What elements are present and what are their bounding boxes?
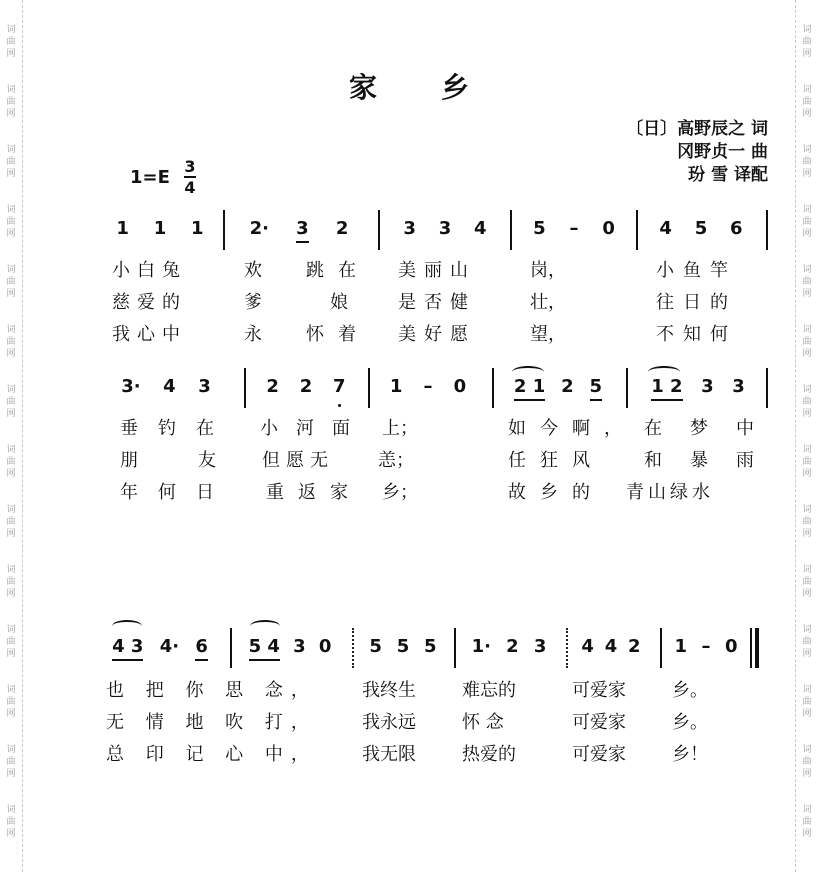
watermark-char: 曲: [802, 697, 812, 707]
bar-line: [223, 210, 225, 250]
watermark-char: 网: [6, 169, 16, 179]
song-title: 家乡: [348, 71, 533, 104]
bar-line: [454, 628, 456, 668]
note: 3: [732, 376, 745, 397]
lyric-verse-2: [0, 708, 818, 738]
note: 2: [561, 376, 574, 397]
lyric: 在梦中: [644, 418, 782, 439]
measure: [362, 636, 444, 657]
watermark-char: 曲: [802, 397, 812, 407]
lyric: 可爱家: [572, 744, 626, 765]
note: 1: [116, 218, 129, 239]
note: 1: [191, 218, 204, 239]
lyric: 年何日: [120, 482, 234, 503]
watermark-glyphs: [6, 144, 15, 180]
watermark-char: 词: [802, 685, 812, 695]
measure: [104, 636, 216, 657]
lyric: 上；: [382, 418, 418, 439]
note: 1: [153, 218, 167, 239]
watermark-char: 词: [802, 745, 812, 755]
lyric-verse-1: [0, 256, 818, 286]
measure: [236, 218, 362, 239]
watermark-char: 网: [6, 769, 16, 779]
note: 5: [424, 636, 437, 657]
note: 5: [533, 218, 546, 239]
note: 0: [318, 636, 332, 657]
note: 5: [396, 636, 410, 657]
watermark-char: 曲: [6, 517, 16, 527]
watermark-char: 网: [6, 109, 16, 119]
time-sig-top: 3: [184, 157, 196, 176]
watermark-char: 网: [802, 469, 812, 479]
note: 3: [701, 376, 714, 397]
note: 4·: [159, 636, 180, 657]
watermark-char: 网: [802, 229, 812, 239]
lyric: 乡！: [672, 744, 708, 765]
lyric: 跳在: [306, 260, 370, 281]
watermark-char: 网: [6, 589, 16, 599]
note: 2: [628, 636, 641, 657]
tie: [250, 620, 280, 632]
note: 4: [604, 636, 618, 657]
lyricist-credit: 〔日〕高野辰之 词: [626, 119, 768, 139]
lyric: 垂钓在: [120, 418, 234, 439]
watermark-char: 曲: [6, 37, 16, 47]
watermark-char: 网: [6, 289, 16, 299]
note: 2 1: [513, 376, 546, 397]
measure: [464, 636, 554, 657]
arranger-credit: 玢 雪 译配: [688, 165, 768, 185]
bar-line: [660, 628, 662, 668]
lyric: 总 印 记 心 中，: [106, 744, 317, 765]
watermark-char: 网: [802, 289, 812, 299]
watermark-char: 网: [6, 649, 16, 659]
watermark-char: 曲: [6, 277, 16, 287]
measure: [642, 376, 754, 397]
watermark-glyphs: [802, 804, 811, 840]
watermark-char: 曲: [802, 637, 812, 647]
lyric: 朋: [120, 450, 138, 471]
measure: [522, 218, 626, 239]
watermark-char: 词: [6, 505, 16, 515]
watermark-char: 词: [6, 25, 16, 35]
watermark-char: 词: [6, 745, 16, 755]
note: 6: [730, 218, 743, 239]
bar-line: [626, 368, 628, 408]
watermark-glyphs: [802, 564, 811, 600]
watermark-char: 网: [6, 529, 16, 539]
watermark-char: 词: [802, 505, 812, 515]
watermark-char: 网: [802, 169, 812, 179]
lyric: 但愿无: [262, 450, 334, 471]
note: 4 3: [112, 636, 144, 657]
watermark-char: 词: [802, 85, 812, 95]
final-bar-thin: [750, 628, 752, 668]
note: 4: [163, 376, 176, 397]
watermark-char: 网: [802, 589, 812, 599]
lyric: 怀 念: [462, 712, 504, 733]
bar-line: [766, 368, 768, 408]
lyric-verse-3: [0, 478, 818, 508]
lyric-verse-1: [0, 676, 818, 706]
lyric: 重返家: [266, 482, 362, 503]
watermark-char: 词: [802, 205, 812, 215]
lyric: 不知何: [656, 324, 737, 345]
note: 2: [506, 636, 519, 657]
watermark-char: 词: [6, 625, 16, 635]
watermark-char: 曲: [6, 97, 16, 107]
lyric: 难忘的: [462, 680, 516, 701]
watermark-char: 曲: [802, 577, 812, 587]
key-label: 1=E: [130, 166, 170, 188]
watermark-char: 曲: [6, 637, 16, 647]
watermark-char: 曲: [6, 697, 16, 707]
notes-row: [0, 368, 818, 412]
watermark-char: 词: [6, 325, 16, 335]
note: –: [701, 636, 711, 657]
watermark-char: 曲: [802, 457, 812, 467]
watermark-char: 曲: [6, 817, 16, 827]
watermark-char: 词: [802, 565, 812, 575]
bar-line: [636, 210, 638, 250]
note: 3: [533, 636, 547, 657]
lyric: 娘: [330, 292, 348, 313]
bar-line: [378, 210, 380, 250]
lyric: 友: [198, 450, 216, 471]
dotted-bar-line: [566, 628, 568, 668]
measure: [242, 636, 338, 657]
watermark-char: 网: [6, 349, 16, 359]
watermark-glyphs: [802, 24, 811, 60]
watermark-glyphs: [802, 144, 811, 180]
bar-line: [766, 210, 768, 250]
watermark-char: 网: [802, 769, 812, 779]
watermark-char: 网: [6, 409, 16, 419]
note: 1: [674, 636, 688, 657]
watermark-char: 曲: [802, 757, 812, 767]
watermark-char: 网: [6, 49, 16, 59]
note: 1 2: [651, 376, 683, 397]
watermark-char: 曲: [802, 517, 812, 527]
note: –: [423, 376, 433, 397]
watermark-char: 词: [6, 205, 16, 215]
watermark-char: 词: [802, 445, 812, 455]
watermark-char: 网: [6, 469, 16, 479]
measure: [506, 376, 610, 397]
lyric: 可爱家: [572, 712, 626, 733]
time-signature: [184, 158, 196, 196]
lyric: 我永远: [362, 712, 416, 733]
watermark-char: 词: [6, 445, 16, 455]
dotted-bar-line: [352, 628, 354, 668]
note: 3: [198, 376, 211, 397]
bar-line: [492, 368, 494, 408]
measure: [110, 376, 222, 397]
watermark-char: 词: [6, 265, 16, 275]
note: 5: [694, 218, 708, 239]
lyric: 欢: [244, 260, 262, 281]
note: 2: [299, 376, 313, 397]
watermark-char: 曲: [802, 97, 812, 107]
note: 0: [724, 636, 738, 657]
lyric: 我无限: [362, 744, 416, 765]
watermark-char: 网: [802, 529, 812, 539]
watermark-char: 曲: [802, 157, 812, 167]
watermark-char: 网: [802, 109, 812, 119]
watermark-glyphs: [6, 804, 15, 840]
watermark-char: 词: [802, 325, 812, 335]
lyric: 也 把 你 思 念，: [106, 680, 317, 701]
watermark-char: 网: [802, 409, 812, 419]
note: 5: [369, 636, 382, 657]
bar-line: [368, 368, 370, 408]
watermark-char: 词: [802, 25, 812, 35]
measure: [104, 218, 216, 239]
lyric: 壮，: [530, 292, 566, 313]
watermark-char: 曲: [802, 337, 812, 347]
lyric-verse-2: [0, 446, 818, 476]
bar-line: [244, 368, 246, 408]
note: 5 4: [248, 636, 280, 657]
watermark-char: 词: [802, 385, 812, 395]
composer-credit: 冈野贞一 曲: [677, 142, 768, 162]
watermark-char: 网: [802, 709, 812, 719]
watermark-glyphs: [6, 564, 15, 600]
lyric: 青山绿水: [626, 482, 714, 503]
note: 3: [438, 218, 452, 239]
measure: [392, 218, 498, 239]
watermark-char: 词: [802, 625, 812, 635]
lyric: 乡。: [672, 680, 708, 701]
note: 1: [389, 376, 403, 397]
note: 0: [602, 218, 615, 239]
watermark-char: 词: [6, 385, 16, 395]
lyric-verse-2: [0, 288, 818, 318]
lyric: 岗，: [530, 260, 566, 281]
lyric: 美好愿: [398, 324, 476, 345]
measure: [576, 636, 646, 657]
watermark-char: 词: [802, 265, 812, 275]
watermark-char: 网: [802, 349, 812, 359]
note: 5: [589, 376, 603, 397]
watermark-char: 曲: [6, 757, 16, 767]
lyric: 故乡的: [508, 482, 604, 503]
note: –: [569, 218, 579, 239]
watermark-char: 曲: [802, 217, 812, 227]
note: 2: [266, 376, 279, 397]
note: 7: [333, 376, 346, 397]
watermark-char: 曲: [802, 817, 812, 827]
watermark-char: 曲: [6, 217, 16, 227]
lyric-verse-3: [0, 320, 818, 350]
measure: [648, 218, 754, 239]
lyric: 小白兔: [112, 260, 187, 281]
watermark-char: 曲: [6, 457, 16, 467]
lyric: 乡；: [382, 482, 418, 503]
watermark-char: 网: [802, 829, 812, 839]
notes-row: [0, 210, 818, 254]
note: 2: [335, 218, 349, 239]
lyric: 望，: [530, 324, 566, 345]
note: 3: [403, 218, 416, 239]
lyric: 恙；: [378, 450, 414, 471]
time-sig-bottom: 4: [184, 178, 196, 197]
lyric: 永: [244, 324, 262, 345]
watermark-char: 网: [6, 229, 16, 239]
lyric: 乡。: [672, 712, 708, 733]
lyric: 我终生: [362, 680, 416, 701]
watermark-char: 词: [6, 565, 16, 575]
watermark-char: 词: [6, 85, 16, 95]
lyric: 无 情 地 吹 打，: [106, 712, 317, 733]
lyric: 往日的: [656, 292, 737, 313]
lyric-verse-1: [0, 414, 818, 444]
lyric: 慈爱的: [112, 292, 187, 313]
bar-line: [230, 628, 232, 668]
watermark-char: 曲: [6, 577, 16, 587]
watermark-char: 网: [6, 829, 16, 839]
lyric: 小河面: [260, 418, 368, 439]
lyric: 如今啊，: [508, 418, 636, 439]
note: 4: [581, 636, 594, 657]
lyric: 美丽山: [398, 260, 476, 281]
watermark-char: 曲: [6, 337, 16, 347]
lyric: 热爱的: [462, 744, 516, 765]
lyric: 和暴雨: [644, 450, 782, 471]
watermark-char: 曲: [6, 157, 16, 167]
watermark-char: 词: [6, 805, 16, 815]
note: 3: [296, 218, 309, 239]
lyric: 是否健: [398, 292, 476, 313]
note: 0: [453, 376, 467, 397]
key-signature: [130, 158, 196, 196]
lyric: 怀着: [306, 324, 370, 345]
measure: [668, 636, 744, 657]
watermark-char: 曲: [802, 37, 812, 47]
watermark-char: 曲: [6, 397, 16, 407]
note: 4: [474, 218, 487, 239]
watermark-char: 网: [6, 709, 16, 719]
note: 2·: [249, 218, 269, 239]
watermark-char: 网: [802, 649, 812, 659]
note: 1·: [471, 636, 491, 657]
watermark-char: 词: [6, 145, 16, 155]
tie: [112, 620, 142, 632]
watermark-char: 词: [6, 685, 16, 695]
lyric: 任狂风: [508, 450, 604, 471]
measure: [380, 376, 476, 397]
final-bar-thick: [755, 628, 759, 668]
note: 4: [659, 218, 672, 239]
watermark-char: 曲: [802, 277, 812, 287]
note: 6: [195, 636, 208, 657]
note: 3: [293, 636, 306, 657]
lyric: 可爱家: [572, 680, 626, 701]
lyric: 爹: [244, 292, 262, 313]
lyric-verse-3: [0, 740, 818, 770]
watermark-char: 词: [802, 805, 812, 815]
lyric: 小鱼竿: [656, 260, 737, 281]
notes-row: [0, 628, 818, 672]
watermark-glyphs: [6, 504, 15, 540]
watermark-glyphs: [802, 504, 811, 540]
measure: [256, 376, 356, 397]
bar-line: [510, 210, 512, 250]
watermark-glyphs: [6, 24, 15, 60]
watermark-char: 网: [802, 49, 812, 59]
watermark-char: 词: [802, 145, 812, 155]
note: 3·: [121, 376, 141, 397]
credits: [626, 118, 768, 187]
lyric: 我心中: [112, 324, 187, 345]
